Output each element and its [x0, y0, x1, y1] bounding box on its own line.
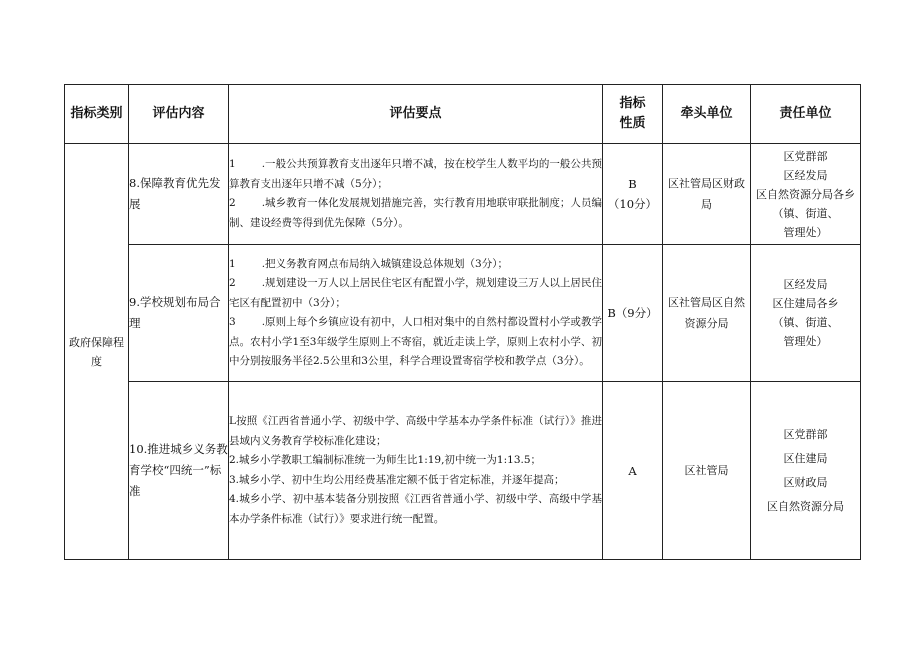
resp-unit-cell: 区经发局 区住建局各乡 （镇、街道、 管理处）: [751, 245, 861, 382]
content-cell: 10.推进城乡义务教育学校“四统一”标准: [129, 382, 229, 560]
header-row: [65, 85, 861, 144]
category-cell: 政府保障程度: [65, 144, 129, 560]
lead-unit-cell: 区社管局: [663, 382, 751, 560]
header-resp: 责任单位: [751, 85, 861, 144]
point-item: 3.城乡小学、初中生均公用经费基准定额不低于省定标准，并逐年提高；: [229, 473, 565, 486]
point-item: 1 .把义务教育网点布局纳入城镇建设总体规划（3分）；: [229, 257, 508, 270]
lead-unit-cell: 区社管局区财政局: [663, 144, 751, 245]
table-row: [65, 382, 861, 560]
point-item: 1 .一般公共预算教育支出逐年只增不减，按在校学生人数平均的一般公共预算教育支出逐年只增不减（5分）；: [229, 158, 602, 190]
point-item: 3 .原则上每个乡镇应设有初中，人口相对集中的自然村都设置村小学或教学点。农村小学1至3年级学生原则上不寄宿，就近走读上学，原则上农村小学、初中分别按服务半径2.5公里和3公里，科学合理设置寄宿学校和教学点（3分）。: [229, 316, 602, 367]
resp-unit-cell: 区党群部 区经发局 区自然资源分局各乡 （镇、街道、 管理处）: [751, 144, 861, 245]
header-lead: 牵头单位: [663, 85, 751, 144]
header-content: 评估内容: [129, 85, 229, 144]
header-points: 评估要点: [229, 85, 603, 144]
points-cell: [229, 144, 603, 245]
header-nature-line2: 性质: [619, 116, 646, 131]
point-item: 4.城乡小学、初中基本装备分别按照《江西省普通小学、初级中学、高级中学基本办学条件标准（试行）》要求进行统一配置。: [229, 493, 602, 525]
lead-unit-cell: 区社管局区自然资源分局: [663, 245, 751, 382]
nature-cell: [603, 382, 663, 560]
table-row: [65, 245, 861, 382]
header-nature-line1: 指标: [619, 96, 646, 111]
header-nature: [603, 85, 663, 144]
point-item: 2 .城乡教育一体化发展规划措施完善，实行教育用地联审联批制度；人员编制、建设经费等得到优先保障（5分）。: [229, 197, 602, 229]
point-item: 2.城乡小学教职工编制标准统一为师生比1:19,初中统一为1:13.5；: [229, 454, 542, 466]
point-item: 2 .规划建设一万人以上居民住宅区有配置小学，规划建设三万人以上居民住宅区有配置初中（3分）；: [229, 277, 602, 309]
nature-score: （10分）: [607, 197, 658, 211]
content-cell: 9.学校规划布局合理: [129, 245, 229, 382]
nature-grade: B（9分）: [607, 306, 658, 320]
table-row: [65, 144, 861, 245]
nature-cell: [603, 245, 663, 382]
resp-unit-cell: 区党群部 区住建局 区财政局 区自然资源分局: [751, 382, 861, 560]
points-cell: [229, 382, 603, 560]
nature-grade: A: [628, 463, 637, 478]
evaluation-table: [64, 84, 861, 560]
content-cell: 8.保障教育优先发展: [129, 144, 229, 245]
point-item: L按照《江西省普通小学、初级中学、高级中学基本办学条件标准（试行）》推进县域内义务教育学校标准化建设；: [229, 415, 602, 447]
header-category: 指标类别: [65, 85, 129, 144]
nature-grade: B: [628, 177, 637, 191]
nature-cell: [603, 144, 663, 245]
points-cell: [229, 245, 603, 382]
